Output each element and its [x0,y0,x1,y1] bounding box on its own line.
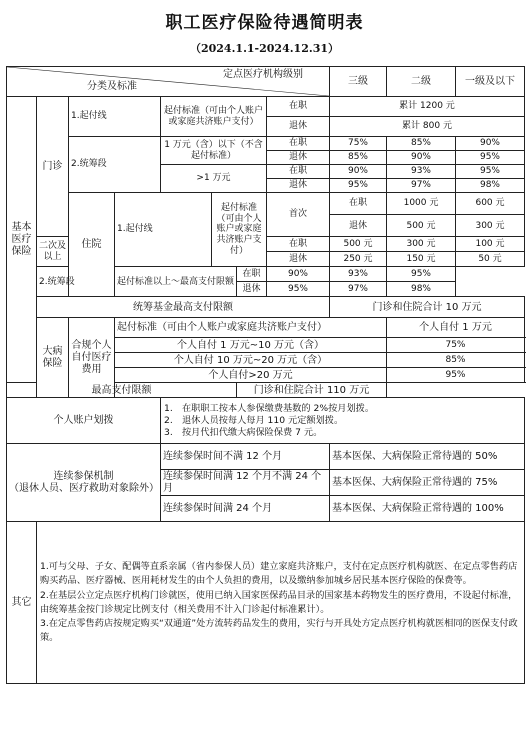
continuous-enrollment-label [7,444,161,522]
personal-account-rules [161,398,525,444]
major-illness-label: 大病保险 [37,318,69,398]
outpatient-pooling-label: 2.统筹段 [69,137,161,193]
amount-cell: 300 元 [387,237,456,252]
amount-cell: 500 元 [387,215,456,237]
rate-cell: 95% [330,179,387,193]
major-tier-label: 个人自付 10 万元~20 万元（含） [115,353,387,368]
level-2-header: 二级 [387,67,456,97]
outpatient-range: 1 万元（含）以下（不含起付标准） [161,137,267,165]
major-max-value: 门诊和住院合计 110 万元 [237,383,387,398]
status-label: 退休 [267,179,330,193]
amount-cell: 150 元 [387,252,456,267]
rate-cell: 95% [456,151,525,165]
amount-cell: 250 元 [330,252,387,267]
visit-count-label: 二次及以上 [37,237,69,267]
status-label: 在职 [267,165,330,179]
other-rule: 1.可与父母、子女、配偶等直系亲属（省内参保人员）建立家庭共济账户，支付在定点医疗机构就医、在定点零售药店购买药品、医疗器械、医用耗材发生的由个人负担的费用，以及缴纳参加城乡居民基本医疗保险的保费等。 [40,561,518,587]
continuous-enrollment-title: 连续参保机制 [53,471,114,483]
header-level-label: 定点医疗机构级别 [223,69,303,80]
account-rule: 1. 在职职工按本人参保缴费基数的 2%按月划拨。 [164,403,375,414]
header-category-label: 分类及标准 [87,81,137,93]
inpatient-label: 住院 [69,193,115,297]
continuous-enrollment-note: （退休人员、医疗救助对象除外） [9,482,159,494]
inpatient-deductible-standard: 起付标准（可由个人账户或家庭共济账户支付） [212,193,267,267]
rate-cell: 90% [456,137,525,151]
status-label: 退休 [267,151,330,165]
amount-cell: 500 元 [330,237,387,252]
other-label: 其它 [7,522,37,684]
inpatient-pooling-label: 2.统筹段 [37,267,115,297]
major-tier-label: 个人自付 1 万元~10 万元（含） [115,338,387,353]
status-label: 在职 [330,193,387,215]
account-rule: 3. 按月代扣代缴大病保险保费 7 元。 [164,426,323,438]
major-tier-rate: 85% [387,353,525,368]
enrollment-condition: 连续参保时间不满 12 个月 [161,444,330,470]
status-label: 退休 [267,252,330,267]
outpatient-range: >1 万元 [161,165,267,193]
rate-cell: 93% [387,165,456,179]
rate-cell: 95% [387,267,456,282]
rate-cell: 93% [330,267,387,282]
rate-cell: 95% [267,282,330,297]
rate-cell: 90% [387,151,456,165]
inpatient-pooling-standard: 起付标准以上～最高支付限额 [115,267,237,297]
amount-cell: 300 元 [456,215,525,237]
major-deductible-label: 起付标准（可由个人账户或家庭共济账户支付） [115,318,387,338]
basic-insurance-label: 基本医疗保险 [7,97,37,383]
status-label: 退休 [237,282,267,297]
outpatient-deductible-standard: 起付标准（可由个人账户或家庭共济账户支付） [161,97,267,137]
outpatient-label: 门诊 [37,97,69,237]
amount-cell: 1000 元 [387,193,456,215]
status-label: 在职 [237,267,267,282]
enrollment-benefit: 基本医保、大病保险正常待遇的 75% [330,470,525,496]
other-rule: 2.在基层公立定点医疗机构门诊就医，使用已纳入国家医保药品目录的国家基本药物发生的医疗费用，不设起付标准，由统筹基金按门诊规定比例支付（相关费用不计入门诊起付标准累计）。 [40,589,518,615]
personal-account-label: 个人账户划拨 [7,398,161,444]
status-label: 在职 [267,97,330,117]
amount-cell: 600 元 [456,193,525,215]
inpatient-deductible-label: 1.起付线 [115,193,212,267]
status-label: 在职 [267,137,330,151]
date-range: （2024.1.1-2024.12.31） [189,42,340,55]
pooling-max-label: 统筹基金最高支付限额 [37,297,330,318]
rate-cell: 90% [267,267,330,282]
enrollment-condition: 连续参保时间满 12 个月不满 24 个月 [161,470,330,496]
major-deductible-value: 个人自付 1 万元 [387,318,525,338]
outpatient-deductible-value: 累计 1200 元 [330,97,525,117]
major-tier-label: 个人自付>20 万元 [115,368,387,383]
rate-cell: 85% [387,137,456,151]
rate-cell: 90% [330,165,387,179]
header-corner [7,67,330,97]
visit-count-label: 首次 [267,193,330,237]
outpatient-deductible-value: 累计 800 元 [330,117,525,137]
status-label: 退休 [267,117,330,137]
level-1-header: 一级及以下 [456,67,525,97]
major-illness-sub-label: 合规个人自付医疗费用 [69,318,115,398]
pooling-max-value: 门诊和住院合计 10 万元 [330,297,525,318]
other-rule: 3.在定点零售药店按规定购买“双通道”处方流转药品发生的费用，实行与开具处方定点医疗机构就医相同的医保支付政策。 [40,618,518,644]
rate-cell: 98% [387,282,456,297]
major-tier-rate: 75% [387,338,525,353]
enrollment-benefit: 基本医保、大病保险正常待遇的 50% [330,444,525,470]
enrollment-benefit: 基本医保、大病保险正常待遇的 100% [330,496,525,522]
rate-cell: 75% [330,137,387,151]
page-title: 职工医疗保险待遇简明表 [165,13,364,33]
enrollment-condition: 连续参保时间满 24 个月 [161,496,330,522]
major-tier-rate: 95% [387,368,525,383]
rate-cell: 97% [387,179,456,193]
other-rules [37,522,525,684]
rate-cell: 98% [456,179,525,193]
major-max-label: 最高支付限额 [7,383,237,398]
header-row [7,67,525,97]
outpatient-deductible-label: 1.起付线 [69,97,161,137]
amount-cell: 100 元 [456,237,525,252]
status-label: 在职 [267,237,330,252]
rate-cell: 97% [330,282,387,297]
status-label: 退休 [330,215,387,237]
level-3-header: 三级 [330,67,387,97]
rate-cell: 85% [330,151,387,165]
rate-cell: 95% [456,165,525,179]
benefits-table [6,66,525,684]
amount-cell: 50 元 [456,252,525,267]
account-rule: 2. 退休人员按每人每月 110 元定额划拨。 [164,414,344,426]
